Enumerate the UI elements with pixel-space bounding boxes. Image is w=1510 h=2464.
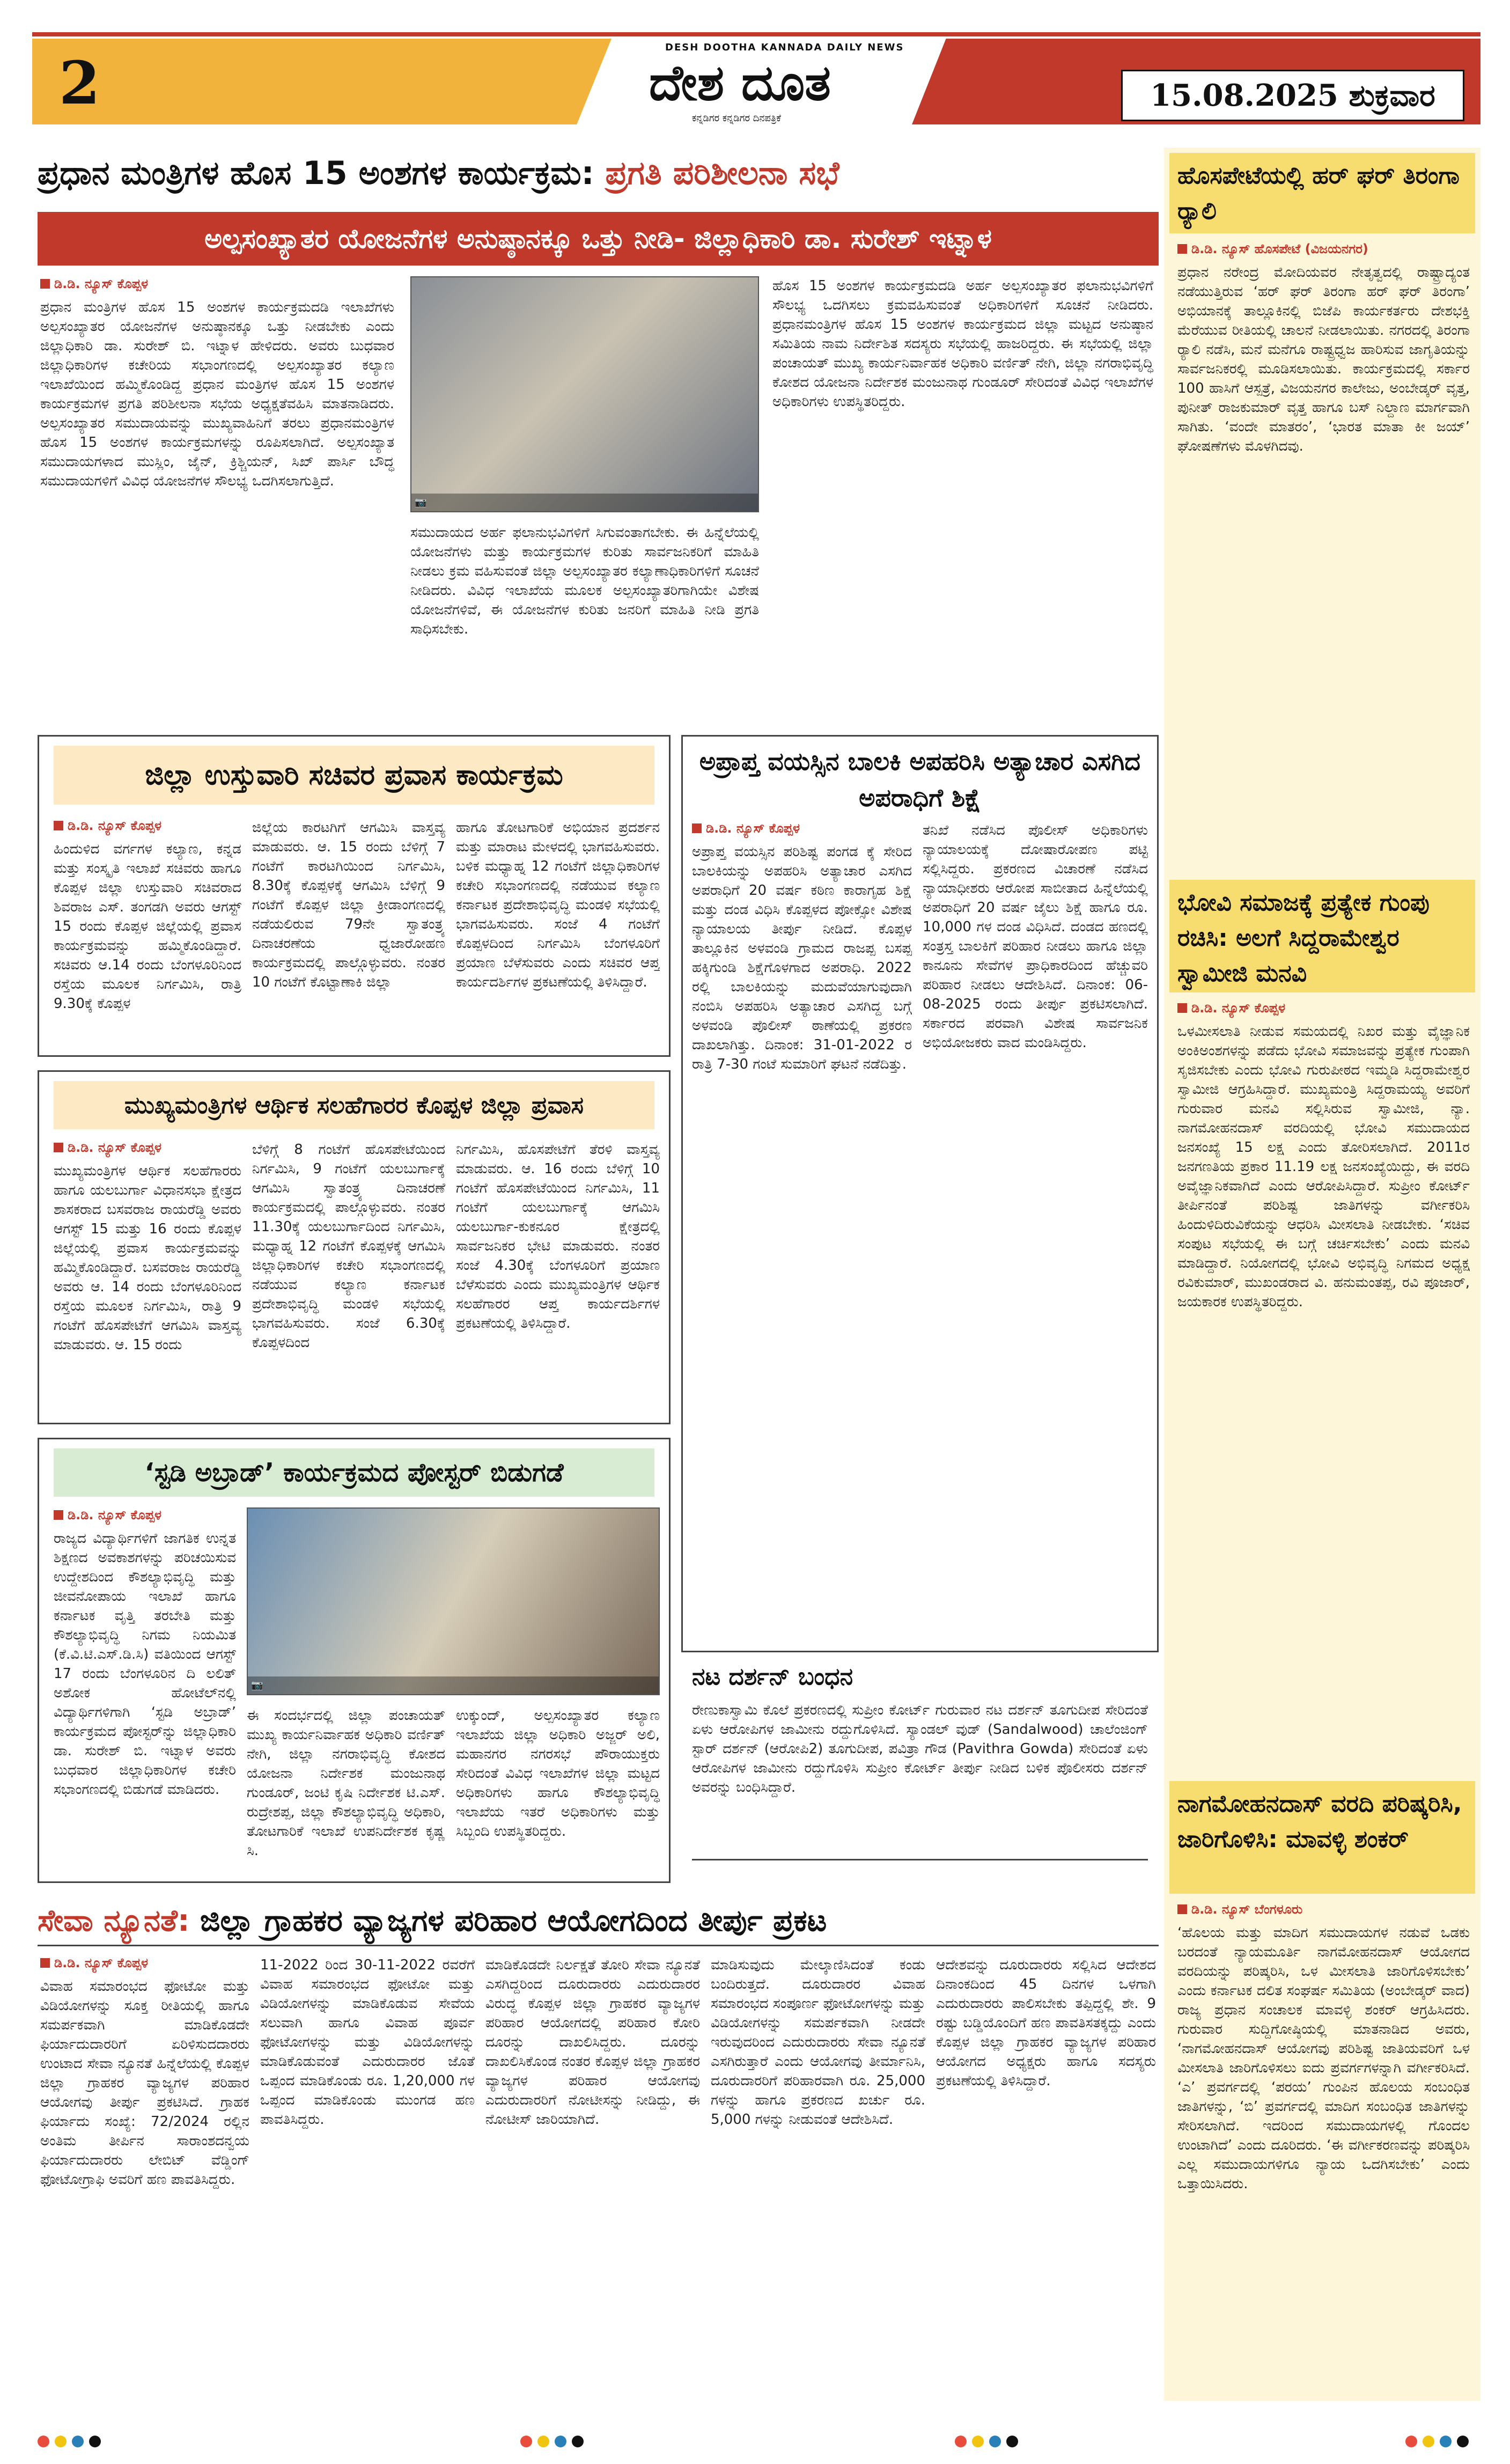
- tiranga-byline-text: ಡಿ.ಡಿ. ನ್ಯೂಸ್ ಹೊಸಪೇಟೆ (ವಿಜಯನಗರ): [1191, 241, 1368, 256]
- footer-dot: [1006, 2436, 1018, 2447]
- footer-dot: [72, 2436, 84, 2447]
- consumer-headline-main: ಜಿಲ್ಲಾ ಗ್ರಾಹಕರ ವ್ಯಾಜ್ಯಗಳ ಪರಿಹಾರ ಆಯೋಗದಿಂದ ತೀರ್ಪು ಪ್ರಕಟ: [200, 1903, 827, 1938]
- minister-visit-col3: ಹಾಗೂ ತೋಟಗಾರಿಕೆ ಅಭಿಯಾನ ಪ್ರದರ್ಶನ ಮತ್ತು ಮಾರಾಟ ಮೇಳದಲ್ಲಿ ಭಾಗವಹಿಸುವರು. ಬಳಿಕ ಮಧ್ಯಾಹ್ನ 12 ಗಂಟೆಗೆ ಜಿಲ್ಲಾಧಿಕಾರಿಗಳ ಕಚೇರಿ ಸಭಾಂಗಣದಲ್ಲಿ ನಡೆಯುವ ಕಲ್ಯಾಣ ಕರ್ನಾಟಕ ಪ್ರದೇಶಾಭಿವೃದ್ಧಿ ಮಂಡಳಿ ಸಭೆಯಲ್ಲಿ ಭಾಗವಹಿಸುವರು. ಸಂಜೆ 4 ಗಂಟೆಗೆ ಕೊಪ್ಪಳದಿಂದ ನಿರ್ಗಮಿಸಿ ಬೆಂಗಳೂರಿಗೆ ಪ್ರಯಾಣ ಬೆಳೆಸುವರು ಎಂದು ಸಚಿವರ ಆಪ್ತ ಕಾರ್ಯದರ್ಶಿಗಳ ಪ್ರಕಟಣೆಯಲ್ಲಿ ತಿಳಿಸಿದ್ದಾರೆ.: [456, 820, 660, 990]
- consumer-byline: [40, 1955, 148, 1970]
- lead-col3: ಹೊಸ 15 ಅಂಶಗಳ ಕಾರ್ಯಕ್ರಮದಡಿ ಅರ್ಹ ಅಲ್ಪಸಂಖ್ಯಾತರ ಫಲಾನುಭವಿಗಳಿಗೆ ಸೌಲಭ್ಯ ಒದಗಿಸಲು ಕ್ರಮವಹಿಸುವಂತೆ ಅಧಿಕಾರಿಗಳಿಗೆ ಸೂಚನೆ ನೀಡಿದರು. ಪ್ರಧಾನಮಂತ್ರಿಗಳ ಹೊಸ 15 ಅಂಶಗಳ ಕಾರ್ಯಕ್ರಮದ ಜಿಲ್ಲಾ ಮಟ್ಟದ ಅನುಷ್ಠಾನ ಸಮಿತಿಯ ನಾಮ ನಿರ್ದೇಶಿತ ಸದಸ್ಯರು ಸಭೆಯಲ್ಲಿ ಹಾಜರಿದ್ದರು. ಈ ಸಭೆಯಲ್ಲಿ ಜಿಲ್ಲಾ ಪಂಚಾಯತ್ ಮುಖ್ಯ ಕಾರ್ಯನಿರ್ವಾಹಕ ಅಧಿಕಾರಿ ವರ್ಣಿತ್ ನೇಗಿ, ಜಿಲ್ಲಾ ನಗರಾಭಿವೃದ್ಧಿ ಕೋಶದ ಯೋಜನಾ ನಿರ್ದೇಶಕ ಮಂಜುನಾಥ ಗುಂಡೂರ್ ಸೇರಿದಂತೆ ವಿವಿಧ ಇಲಾಖೆಗಳ ಅಧಿಕಾರಿಗಳು ಉಪಸ್ಥಿತರಿದ್ದರು.: [772, 278, 1153, 410]
- crime-byline-text: ಡಿ.ಡಿ. ನ್ಯೂಸ್ ಕೊಪ್ಪಳ: [706, 821, 800, 836]
- consumer-headline: [38, 1902, 1159, 1940]
- photo-camera-icon: 📷: [248, 1676, 659, 1694]
- cm-advisor-col2: ಬೆಳಿಗ್ಗೆ 8 ಗಂಟೆಗೆ ಹೊಸಪೇಟೆಯಿಂದ ನಿರ್ಗಮಿಸಿ, 9 ಗಂಟೆಗೆ ಯಲಬುರ್ಗಾಕ್ಕೆ ಆಗಮಿಸಿ ಸ್ವಾತಂತ್ರ್ಯ ದಿನಾಚರಣೆ ಕಾರ್ಯಕ್ರಮದಲ್ಲಿ ಪಾಲ್ಗೊಳ್ಳುವರು. ನಂತರ 11.30ಕ್ಕೆ ಯಲಬುರ್ಗಾದಿಂದ ನಿರ್ಗಮಿಸಿ, ಮಧ್ಯಾಹ್ನ 12 ಗಂಟೆಗೆ ಕೊಪ್ಪಳಕ್ಕೆ ಆಗಮಿಸಿ ಜಿಲ್ಲಾಧಿಕಾರಿಗಳ ಕಚೇರಿ ಸಭಾಂಗಣದಲ್ಲಿ ನಡೆಯುವ ಕಲ್ಯಾಣ ಕರ್ನಾಟಕ ಪ್ರದೇಶಾಭಿವೃದ್ಧಿ ಮಂಡಳಿ ಸಭೆಯಲ್ಲಿ ಭಾಗವಹಿಸುವರು. ಸಂಜೆ 6.30ಕ್ಕೆ ಕೊಪ್ಪಳದಿಂದ: [252, 1142, 445, 1351]
- lead-col2: ಸಮುದಾಯದ ಅರ್ಹ ಫಲಾನುಭವಿಗಳಿಗೆ ಸಿಗುವಂತಾಗಬೇಕು. ಈ ಹಿನ್ನೆಲೆಯಲ್ಲಿ ಯೋಜನೆಗಳು ಮತ್ತು ಕಾರ್ಯಕ್ರಮಗಳ ಕುರಿತು ಸಾರ್ವಜನಿಕರಿಗೆ ಮಾಹಿತಿ ನೀಡಲು ಕ್ರಮ ವಹಿಸುವಂತೆ ಜಿಲ್ಲಾ ಅಲ್ಪಸಂಖ್ಯಾತರ ಕಲ್ಯಾಣಾಧಿಕಾರಿಗಳಿಗೆ ಸೂಚನೆ ನೀಡಿದರು. ವಿವಿಧ ಇಲಾಖೆಯ ಮೂಲಕ ಅಲ್ಪಸಂಖ್ಯಾತರಿಗಾಗಿಯೇ ವಿಶೇಷ ಯೋಜನೆಗಳಿವೆ, ಈ ಯೋಜನೆಗಳ ಕುರಿತು ಜನರಿಗೆ ಮಾಹಿತಿ ನೀಡಿ ಪ್ರಗತಿ ಸಾಧಿಸಬೇಕು.: [410, 525, 759, 637]
- lead-byline: [40, 276, 148, 291]
- study-abroad-byline: [54, 1507, 161, 1522]
- consumer-col2: 11-2022 ರಿಂದ 30-11-2022 ರವರೆಗೆ ವಿವಾಹ ಸಮಾರಂಭದ ಫೋಟೋ ಮತ್ತು ವಿಡಿಯೋಗಳನ್ನು ಮಾಡಿಕೊಡುವ ಸೇವೆಯ ಸಲುವಾಗಿ ಹಾಗೂ ವಿವಾಹ ಪೂರ್ವ ಫೋಟೋಗಳನ್ನು ಮತ್ತು ವಿಡಿಯೋಗಳನ್ನು ಮಾಡಿಕೊಡುವಂತೆ ಎದುರುದಾರರ ಜೊತೆ ಒಪ್ಪಂದ ಮಾಡಿಕೊಂಡು ರೂ. 1,20,000 ಗಳ ಒಪ್ಪಂದ ಮಾಡಿಕೊಂಡು ಮುಂಗಡ ಹಣ ಪಾವತಿಸಿದ್ದರು.: [260, 1957, 475, 2128]
- lead-headline-main: ಪ್ರಧಾನ ಮಂತ್ರಿಗಳ ಹೊಸ 15 ಅಂಶಗಳ ಕಾರ್ಯಕ್ರಮ:: [38, 155, 594, 192]
- lead-byline-text: ಡಿ.ಡಿ. ನ್ಯೂಸ್ ಕೊಪ್ಪಳ: [54, 276, 149, 291]
- minister-visit-byline: [54, 818, 161, 833]
- photo-camera-icon: 📷: [411, 494, 758, 511]
- minister-visit-headline: ಜಿಲ್ಲಾ ಉಸ್ತುವಾರಿ ಸಚಿವರ ಪ್ರವಾಸ ಕಾರ್ಯಕ್ರಮ: [54, 746, 654, 805]
- lead-meeting-photo: [410, 276, 759, 512]
- consumer-headline-accent: ಸೇವಾ ನ್ಯೂನತೆ:: [38, 1903, 190, 1938]
- footer-dots-right: [1405, 2436, 1469, 2447]
- bhovi-headline: ಭೋವಿ ಸಮಾಜಕ್ಕೆ ಪ್ರತ್ಯೇಕ ಗುಂಪು ರಚಿಸಿ: ಅಲಗೆ ಸಿದ್ದರಾಮೇಶ್ವರ ಸ್ವಾಮೀಜಿ ಮನವಿ: [1177, 889, 1430, 987]
- byline-square-icon: [1177, 244, 1187, 254]
- issue-date: 15.08.2025 ಶುಕ್ರವಾರ: [1121, 70, 1464, 121]
- byline-square-icon: [54, 1510, 63, 1520]
- byline-square-icon: [692, 823, 702, 833]
- footer-dot: [572, 2436, 584, 2447]
- footer-dots-center-left: [520, 2436, 584, 2447]
- cm-advisor-col3: ನಿರ್ಗಮಿಸಿ, ಹೊಸಪೇಟೆಗೆ ತೆರಳಿ ವಾಸ್ತವ್ಯ ಮಾಡುವರು. ಆ. 16 ರಂದು ಬೆಳಿಗ್ಗೆ 10 ಗಂಟೆಗೆ ಹೊಸಪೇಟೆಯಿಂದ ನಿರ್ಗಮಿಸಿ, 11 ಗಂಟೆಗೆ ಯಲಬುರ್ಗಾಕ್ಕೆ ಆಗಮಿಸಿ ಯಲಬುರ್ಗಾ-ಕುಕನೂರ ಕ್ಷೇತ್ರದಲ್ಲಿ ಸಾರ್ವಜನಿಕರ ಭೇಟಿ ಮಾಡುವರು. ನಂತರ ಸಂಜೆ 4.30ಕ್ಕೆ ಬೆಂಗಳೂರಿಗೆ ಪ್ರಯಾಣ ಬೆಳೆಸುವರು ಎಂದು ಮುಖ್ಯಮಂತ್ರಿಗಳ ಆರ್ಥಿಕ ಸಲಹೆಗಾರರ ಆಪ್ತ ಕಾರ್ಯದರ್ಶಿಗಳ ಪ್ರಕಟಣೆಯಲ್ಲಿ ತಿಳಿಸಿದ್ದಾರೆ.: [456, 1142, 660, 1332]
- crime-byline: [692, 821, 800, 836]
- study-abroad-col1: ರಾಜ್ಯದ ವಿದ್ಯಾರ್ಥಿಗಳಿಗೆ ಜಾಗತಿಕ ಉನ್ನತ ಶಿಕ್ಷಣದ ಅವಕಾಶಗಳನ್ನು ಪರಿಚಯಿಸುವ ಉದ್ದೇಶದಿಂದ ಕೌಶಲ್ಯಾಭಿವೃದ್ಧಿ ಮತ್ತು ಜೀವನೋಪಾಯ ಇಲಾಖೆ ಹಾಗೂ ಕರ್ನಾಟಕ ವೃತ್ತಿ ತರಬೇತಿ ಮತ್ತು ಕೌಶಲ್ಯಾಭಿವೃದ್ಧಿ ನಿಗಮ ನಿಯಮಿತ (ಕೆ.ವಿ.ಟಿ.ಎಸ್.ಡಿ.ಸಿ) ವತಿಯಿಂದ ಆಗಸ್ಟ್ 17 ರಂದು ಬೆಂಗಳೂರಿನ ದಿ ಲಲಿತ್ ಅಶೋಕ ಹೋಟೆಲ್‌ನಲ್ಲಿ ವಿದ್ಯಾರ್ಥಿಗಳಿಗಾಗಿ ‘ಸ್ಟಡಿ ಅಬ್ರಾಡ್’ ಕಾರ್ಯಕ್ರಮದ ಪೋಸ್ಟರ್‌ನ್ನು ಜಿಲ್ಲಾಧಿಕಾರಿ ಡಾ. ಸುರೇಶ್ ಬಿ. ಇಟ್ನಾಳ ಅವರು ಬುಧವಾರ ಜಿಲ್ಲಾಧಿಕಾರಿಗಳ ಕಚೇರಿ ಸಭಾಂಗಣದಲ್ಲಿ ಬಿಡುಗಡೆ ಮಾಡಿದರು.: [54, 1531, 236, 1798]
- byline-square-icon: [1177, 1904, 1187, 1914]
- paper-tagline: DESH DOOTHA KANNADA DAILY NEWS: [665, 42, 904, 53]
- cm-advisor-byline-text: ಡಿ.ಡಿ. ನ್ಯೂಸ್ ಕೊಪ್ಪಳ: [68, 1140, 162, 1155]
- study-abroad-headline: ‘ಸ್ಟಡಿ ಅಬ್ರಾಡ್’ ಕಾರ್ಯಕ್ರಮದ ಪೋಸ್ಟರ್ ಬಿಡುಗಡೆ: [54, 1448, 654, 1497]
- consumer-col4: ಮಾಡಿಸುವುದು ಮೇಲ್ಕಾಣಿಸಿದಂತೆ ಕಂಡು ಬಂದಿರುತ್ತದೆ. ದೂರುದಾರರ ವಿವಾಹ ಸಮಾರಂಭದ ಸಂಪೂರ್ಣ ಫೋಟೋಗಳನ್ನು ಮತ್ತು ವಿಡಿಯೋಗಳನ್ನು ಸಮರ್ಪಕವಾಗಿ ನೀಡದೇ ಇರುವುದರಿಂದ ಎದುರುದಾರರು ಸೇವಾ ನ್ಯೂನತೆ ಎಸಗಿರುತ್ತಾರೆ ಎಂದು ಆಯೋಗವು ತೀರ್ಮಾನಿಸಿ, ದೂರುದಾರರಿಗೆ ಪರಿಹಾರವಾಗಿ ರೂ. 25,000 ಗಳನ್ನು ಹಾಗೂ ಪ್ರಕರಣದ ಖರ್ಚು ರೂ. 5,000 ಗಳನ್ನು ನೀಡುವಂತೆ ಆದೇಶಿಸಿದೆ.: [711, 1957, 925, 2128]
- bhovi-byline: [1177, 1001, 1285, 1016]
- actor-arrest-body: ರೇಣುಕಾಸ್ವಾಮಿ ಕೊಲೆ ಪ್ರಕರಣದಲ್ಲಿ ಸುಪ್ರೀಂ ಕೋರ್ಟ್ ಗುರುವಾರ ನಟ ದರ್ಶನ್ ತೂಗುದೀಪ ಸೇರಿದಂತೆ ಏಳು ಆರೋಪಿಗಳ ಜಾಮೀನು ರದ್ದುಗೊಳಿಸಿದೆ. ಸ್ಯಾಂಡಲ್ ವುಡ್ (Sandalwood) ಚಾಲೆಂಜಿಂಗ್ ಸ್ಟಾರ್ ದರ್ಶನ್ (ಆರೋಪಿ2) ತೂಗುದೀಪ, ಪವಿತ್ರಾ ಗೌಡ (Pavithra Gowda) ಸೇರಿದಂತೆ ಏಳು ಆರೋಪಿಗಳ ಜಾಮೀನು ರದ್ದುಗೊಳಿಸಿ ಸುಪ್ರೀಂ ಕೋರ್ಟ್ ತೀರ್ಪು ನೀಡಿದ ಬಳಿಕ ಪೊಲೀಸರು ದರ್ಶನ್ ಅವರನ್ನು ಬಂಧಿಸಿದ್ದಾರೆ.: [692, 1702, 1148, 1796]
- consumer-byline-text: ಡಿ.ಡಿ. ನ್ಯೂಸ್ ಕೊಪ್ಪಳ: [54, 1955, 149, 1970]
- tiranga-headline: ಹೊಸಪೇಟೆಯಲ್ಲಿ ಹರ್ ಘರ್ ತಿರಂಗಾ ರ್‍ಯಾಲಿ: [1177, 162, 1460, 225]
- footer-dot: [1405, 2436, 1417, 2447]
- study-abroad-col2: ಈ ಸಂದರ್ಭದಲ್ಲಿ ಜಿಲ್ಲಾ ಪಂಚಾಯತ್ ಮುಖ್ಯ ಕಾರ್ಯನಿರ್ವಾಹಕ ಅಧಿಕಾರಿ ವರ್ಣಿತ್ ನೇಗಿ, ಜಿಲ್ಲಾ ನಗರಾಭಿವೃದ್ಧಿ ಕೋಶದ ಯೋಜನಾ ನಿರ್ದೇಶಕ ಮಂಜುನಾಥ ಗುಂಡೂರ್, ಜಂಟಿ ಕೃಷಿ ನಿರ್ದೇಶಕ ಟಿ.ಎಸ್. ರುದ್ರೇಶಪ್ಪ, ಜಿಲ್ಲಾ ಕೌಶಲ್ಯಾಭಿವೃದ್ಧಿ ಅಧಿಕಾರಿ, ತೋಟಗಾರಿಕೆ ಇಲಾಖೆ ಉಪನಿರ್ದೇಶಕ ಕೃಷ್ಣ ಸಿ.: [247, 1708, 445, 1859]
- cm-advisor-byline: [54, 1140, 161, 1155]
- page-number: 2: [59, 48, 100, 117]
- footer-dot: [972, 2436, 984, 2447]
- lead-headline-accent: ಪ್ರಗತಿ ಪರಿಶೀಲನಾ ಸಭೆ: [605, 155, 839, 192]
- bhovi-body: ಒಳಮೀಸಲಾತಿ ನೀಡುವ ಸಮಯದಲ್ಲಿ ನಿಖರ ಮತ್ತು ವೈಜ್ಞಾನಿಕ ಅಂಕಿಅಂಶಗಳನ್ನು ಪಡೆದು ಭೋವಿ ಸಮಾಜವನ್ನು ಪ್ರತ್ಯೇಕ ಗುಂಪಾಗಿ ಸೃಜಿಸಬೇಕು ಎಂದು ಭೋವಿ ಗುರುಪೀಠದ ಇಮ್ಮಡಿ ಸಿದ್ದರಾಮೇಶ್ವರ ಸ್ವಾಮೀಜಿ ಆಗ್ರಹಿಸಿದ್ದಾರೆ. ಮುಖ್ಯಮಂತ್ರಿ ಸಿದ್ದರಾಮಯ್ಯ ಅವರಿಗೆ ಗುರುವಾರ ಮನವಿ ಸಲ್ಲಿಸಿರುವ ಸ್ವಾಮೀಜಿ, ನ್ಯಾ. ನಾಗಮೋಹನದಾಸ್ ವರದಿಯಲ್ಲಿ ಭೋವಿ ಸಮುದಾಯದ ಜನಸಂಖ್ಯೆ 15 ಲಕ್ಷ ಎಂದು ತೋರಿಸಲಾಗಿದೆ. 2011ರ ಜನಗಣತಿಯ ಪ್ರಕಾರ 11.19 ಲಕ್ಷ ಜನಸಂಖ್ಯೆಯಿದ್ದು, ಈ ವರದಿ ಅವೈಜ್ಞಾನಿಕವಾಗಿದೆ ಎಂದು ಆರೋಪಿಸಿದ್ದಾರೆ. ಸುಪ್ರೀಂ ಕೋರ್ಟ್ ತೀರ್ಪಿನಂತೆ ಪರಿಶಿಷ್ಟ ಜಾತಿಗಳನ್ನು ವರ್ಗೀಕರಿಸಿ ಹಿಂದುಳಿದಿರುವಿಕೆಯನ್ನು ಆಧರಿಸಿ ಮೀಸಲಾತಿ ನೀಡಬೇಕು. ‘ಸಚಿವ ಸಂಪುಟ ಸಭೆಯಲ್ಲಿ ಈ ಬಗ್ಗೆ ಚರ್ಚಿಸಬೇಕು’ ಎಂದು ಮನವಿ ಮಾಡಿದ್ದಾರೆ. ನಿಯೋಗದಲ್ಲಿ ಭೋವಿ ಅಭಿವೃದ್ಧಿ ನಿಗಮದ ಅಧ್ಯಕ್ಷ ರವಿಕುಮಾರ್, ಮುಖಂಡರಾದ ವಿ. ಹನುಮಂತಪ್ಪ, ರವಿ ಪೂಜಾರ್, ಜಯಕಾರಕ ಉಪಸ್ಥಿತರಿದ್ದರು.: [1177, 1024, 1470, 1310]
- page-number-band: [32, 39, 612, 124]
- footer-dot: [555, 2436, 566, 2447]
- crime-headline: ಅಪ್ರಾಪ್ತ ವಯಸ್ಸಿನ ಬಾಲಕಿ ಅಪಹರಿಸಿ ಅತ್ಯಾಚಾರ ಎಸಗಿದ ಅಪರಾಧಿಗೆ ಶಿಕ್ಷೆ: [699, 747, 1141, 812]
- nagamohan-body: ‘ಹೊಲಯ ಮತ್ತು ಮಾದಿಗ ಸಮುದಾಯಗಳ ನಡುವೆ ಒಡಕು ಬರದಂತೆ ನ್ಯಾಯಮೂರ್ತಿ ನಾಗಮೋಹನದಾಸ್ ಆಯೋಗದ ವರದಿಯನ್ನು ಪರಿಷ್ಕರಿಸಿ, ಒಳ ಮೀಸಲಾತಿ ಜಾರಿಗೊಳಿಸಬೇಕು’ ಎಂದು ಕರ್ನಾಟಕ ದಲಿತ ಸಂಘರ್ಷ ಸಮಿತಿಯ (ಅಂಬೇಡ್ಕರ್ ವಾದ) ರಾಜ್ಯ ಪ್ರಧಾನ ಸಂಚಾಲಕ ಮಾವಳ್ಳಿ ಶಂಕರ್ ಆಗ್ರಹಿಸಿದರು. ಗುರುವಾರ ಸುದ್ದಿಗೋಷ್ಠಿಯಲ್ಲಿ ಮಾತನಾಡಿದ ಅವರು, ‘ನಾಗಮೋಹನದಾಸ್ ಆಯೋಗವು ಪರಿಶಿಷ್ಟ ಜಾತಿಯವರಿಗೆ ಒಳ ಮೀಸಲಾತಿ ಜಾರಿಗೊಳಿಸಲು ಐದು ಪ್ರವರ್ಗಗಳನ್ನಾಗಿ ವರ್ಗೀಕರಿಸಿದೆ. ‘ಎ’ ಪ್ರವರ್ಗದಲ್ಲಿ ‘ಪರಯ’ ಗುಂಪಿನ ಹೊಲಯ ಸಂಬಂಧಿತ ಜಾತಿಗಳನ್ನು, ‘ಬಿ’ ಪ್ರವರ್ಗದಲ್ಲಿ ಮಾದಿಗ ಸಂಬಂಧಿತ ಜಾತಿಗಳನ್ನು ಸೇರಿಸಲಾಗಿದೆ. ಇದರಿಂದ ಸಮುದಾಯಗಳಲ್ಲಿ ಗೊಂದಲ ಉಂಟಾಗಿದೆ’ ಎಂದು ದೂರಿದರು. ‘ಈ ವರ್ಗೀಕರಣವನ್ನು ಪರಿಷ್ಕರಿಸಿ ಎಲ್ಲ ಸಮುದಾಯಗಳಿಗೂ ನ್ಯಾಯ ಒದಗಿಸಬೇಕು’ ಎಂದು ಒತ್ತಾಯಿಸಿದರು.: [1177, 1925, 1470, 2192]
- footer-dot: [38, 2436, 49, 2447]
- consumer-col5: ಆದೇಶವನ್ನು ದೂರುದಾರರು ಸಲ್ಲಿಸಿದ ಆದೇಶದ ದಿನಾಂಕದಿಂದ 45 ದಿನಗಳ ಒಳಗಾಗಿ ಎದುರುದಾರರು ಪಾಲಿಸಬೇಕು ತಪ್ಪಿದ್ದಲ್ಲಿ ಶೇ. 9 ರಷ್ಟು ಬಡ್ಡಿಯೊಂದಿಗೆ ಹಣ ಪಾವತಿಸತಕ್ಕದ್ದು ಎಂದು ಕೊಪ್ಪಳ ಜಿಲ್ಲಾ ಗ್ರಾಹಕರ ವ್ಯಾಜ್ಯಗಳ ಪರಿಹಾರ ಆಯೋಗದ ಅಧ್ಯಕ್ಷರು ಹಾಗೂ ಸದಸ್ಯರು ಪ್ರಕಟಣೆಯಲ್ಲಿ ತಿಳಿಸಿದ್ದಾರೆ.: [936, 1957, 1156, 2089]
- tiranga-body: ಪ್ರಧಾನ ನರೇಂದ್ರ ಮೋದಿಯವರ ನೇತೃತ್ವದಲ್ಲಿ ರಾಷ್ಟ್ರಾದ್ಯಂತ ನಡೆಯುತ್ತಿರುವ ‘ಹರ್ ಘರ್ ತಿರಂಗಾ ಹರ್ ಘರ್ ತಿರಂಗಾ’ ಅಭಿಯಾನಕ್ಕೆ ತಾಲ್ಲೂಕಿನಲ್ಲಿ ಬಿಜೆಪಿ ಕಾರ್ಯಕರ್ತರು ದೇಶಭಕ್ತಿ ಮೆರೆಯುವ ರೀತಿಯಲ್ಲಿ ಚಾಲನೆ ನೀಡಲಾಯಿತು. ನಗರದಲ್ಲಿ ತಿರಂಗಾ ರ್‍ಯಾಲಿ ನಡೆಸಿ, ಮನೆ ಮನೆಗೂ ರಾಷ್ಟ್ರಧ್ವಜ ಹಾರಿಸುವ ಜಾಗೃತಿಯನ್ನು ಸಾರ್ವಜನಿಕರಲ್ಲಿ ಮೂಡಿಸಲಾಯಿತು. ಕಾರ್ಯಕ್ರಮದಲ್ಲಿ ಸರ್ಕಾರ 100 ಹಾಸಿಗೆ ಆಸ್ಪತ್ರೆ, ವಿಜಯನಗರ ಕಾಲೇಜು, ಅಂಬೇಡ್ಕರ್ ವೃತ್ತ, ಪುನೀತ್ ರಾಜಕುಮಾರ್ ವೃತ್ತ ಹಾಗೂ ಬಸ್ ನಿಲ್ದಾಣ ಮಾರ್ಗವಾಗಿ ಸಾಗಿತು. ‘ವಂದೇ ಮಾತರಂ’, ‘ಭಾರತ ಮಾತಾ ಕೀ ಜಯ್’ ಘೋಷಣೆಗಳು ಮೊಳಗಿದವು.: [1177, 264, 1470, 454]
- footer-dot: [989, 2436, 1001, 2447]
- study-abroad-byline-text: ಡಿ.ಡಿ. ನ್ಯೂಸ್ ಕೊಪ್ಪಳ: [68, 1507, 162, 1522]
- minister-visit-col2: ಜಿಲ್ಲೆಯ ಕಾರಟಗಿಗೆ ಆಗಮಿಸಿ ವಾಸ್ತವ್ಯ ಮಾಡುವರು. ಆ. 15 ರಂದು ಬೆಳಿಗ್ಗೆ 7 ಗಂಟೆಗೆ ಕಾರಟಗಿಯಿಂದ ನಿರ್ಗಮಿಸಿ, 8.30ಕ್ಕೆ ಕೊಪ್ಪಳಕ್ಕೆ ಆಗಮಿಸಿ ಬೆಳಿಗ್ಗೆ 9 ಗಂಟೆಗೆ ಕೊಪ್ಪಳ ಜಿಲ್ಲಾ ಕ್ರೀಡಾಂಗಣದಲ್ಲಿ ನಡೆಯಲಿರುವ 79ನೇ ಸ್ವಾತಂತ್ರ್ಯ ದಿನಾಚರಣೆಯ ಧ್ವಜಾರೋಹಣ ಕಾರ್ಯಕ್ರಮದಲ್ಲಿ ಪಾಲ್ಗೊಳ್ಳುವರು. ನಂತರ 10 ಗಂಟೆಗೆ ಕೊಟ್ಟಾಣಾಕಿ ಜಿಲ್ಲಾ: [252, 820, 445, 990]
- cm-advisor-col1: ಮುಖ್ಯಮಂತ್ರಿಗಳ ಆರ್ಥಿಕ ಸಲಹೆಗಾರರು ಹಾಗೂ ಯಲಬುರ್ಗಾ ವಿಧಾನಸಭಾ ಕ್ಷೇತ್ರದ ಶಾಸಕರಾದ ಬಸವರಾಜ ರಾಯರೆಡ್ಡಿ ಅವರು ಆಗಸ್ಟ್ 15 ಮತ್ತು 16 ರಂದು ಕೊಪ್ಪಳ ಜಿಲ್ಲೆಯಲ್ಲಿ ಪ್ರವಾಸ ಕಾರ್ಯಕ್ರಮವನ್ನು ಹಮ್ಮಿಕೊಂಡಿದ್ದಾರೆ. ಬಸವರಾಜ ರಾಯರೆಡ್ಡಿ ಅವರು ಆ. 14 ರಂದು ಬೆಂಗಳೂರಿನಿಂದ ರಸ್ತೆಯ ಮೂಲಕ ನಿರ್ಗಮಿಸಿ, ರಾತ್ರಿ 9 ಗಂಟೆಗೆ ಹೊಸಪೇಟೆಗೆ ಆಗಮಿಸಿ ವಾಸ್ತವ್ಯ ಮಾಡುವರು. ಆ. 15 ರಂದು: [54, 1163, 241, 1353]
- lead-subhead: ಅಲ್ಪಸಂಖ್ಯಾತರ ಯೋಜನೆಗಳ ಅನುಷ್ಠಾನಕ್ಕೂ ಒತ್ತು ನೀಡಿ- ಜಿಲ್ಲಾಧಿಕಾರಿ ಡಾ. ಸುರೇಶ್ ಇಟ್ನಾಳ: [204, 223, 992, 254]
- footer-dots-left: [38, 2436, 101, 2447]
- tiranga-byline: [1177, 241, 1368, 256]
- bhovi-byline-text: ಡಿ.ಡಿ. ನ್ಯೂಸ್ ಕೊಪ್ಪಳ: [1191, 1001, 1286, 1016]
- byline-square-icon: [54, 821, 63, 830]
- footer-dot: [55, 2436, 67, 2447]
- footer-dot: [520, 2436, 532, 2447]
- footer-dot: [1457, 2436, 1469, 2447]
- masthead: [32, 32, 1480, 129]
- byline-square-icon: [1177, 1003, 1187, 1013]
- cm-advisor-headline: ಮುಖ್ಯಮಂತ್ರಿಗಳ ಆರ್ಥಿಕ ಸಲಹೆಗಾರರ ಕೊಪ್ಪಳ ಜಿಲ್ಲಾ ಪ್ರವಾಸ: [54, 1081, 654, 1129]
- crime-col1: ಅಪ್ರಾಪ್ತ ವಯಸ್ಸಿನ ಪರಿಶಿಷ್ಟ ಪಂಗಡ ಕ್ಕೆ ಸೇರಿದ ಬಾಲಕಿಯನ್ನು ಅಪಹರಿಸಿ ಅತ್ಯಾಚಾರ ಎಸಗಿದ ಅಪರಾಧಿಗೆ 20 ವರ್ಷ ಕಠಿಣ ಕಾರಾಗೃಹ ಶಿಕ್ಷೆ ಮತ್ತು ದಂಡ ವಿಧಿಸಿ ಕೊಪ್ಪಳದ ಪೋಕ್ಸೋ ವಿಶೇಷ ನ್ಯಾಯಾಲಯ ತೀರ್ಪು ನೀಡಿದೆ. ಕೊಪ್ಪಳ ತಾಲ್ಲೂಕಿನ ಅಳವಂಡಿ ಗ್ರಾಮದ ರಾಜಪ್ಪ ಬಸಪ್ಪ ಹಕ್ಕಿಗುಂಡಿ ಶಿಕ್ಷೆಗೊಳಗಾದ ಅಪರಾಧಿ. 2022 ರಲ್ಲಿ ಬಾಲಕಿಯನ್ನು ಮದುವೆಯಾಗುವುದಾಗಿ ನಂಬಿಸಿ ಅಪಹರಿಸಿ ಅತ್ಯಾಚಾರ ಎಸಗಿದ್ದ ಬಗ್ಗೆ ಅಳವಂಡಿ ಪೊಲೀಸ್ ಠಾಣೆಯಲ್ಲಿ ಪ್ರಕರಣ ದಾಖಲಾಗಿತ್ತು. ದಿನಾಂಕ: 31-01-2022 ರ ರಾತ್ರಿ 7-30 ಗಂಟೆ ಸುಮಾರಿಗೆ ಘಟನೆ ನಡೆದಿತ್ತು.: [692, 844, 912, 1072]
- nagamohan-headline: ನಾಗಮೋಹನದಾಸ್ ವರದಿ ಪರಿಷ್ಕರಿಸಿ, ಜಾರಿಗೊಳಿಸಿ: ಮಾವಳ್ಳಿ ಶಂಕರ್: [1177, 1790, 1462, 1853]
- lead-col1: ಪ್ರಧಾನ ಮಂತ್ರಿಗಳ ಹೊಸ 15 ಅಂಶಗಳ ಕಾರ್ಯಕ್ರಮದಡಿ ಇಲಾಖೆಗಳು ಅಲ್ಪಸಂಖ್ಯಾತರ ಯೋಜನೆಗಳ ಅನುಷ್ಠಾನಕ್ಕೂ ಒತ್ತು ನೀಡಬೇಕು ಎಂದು ಜಿಲ್ಲಾಧಿಕಾರಿ ಡಾ. ಸುರೇಶ್ ಬಿ. ಇಟ್ನಾಳ ಹೇಳಿದರು. ಅವರು ಬುಧವಾರ ಜಿಲ್ಲಾಧಿಕಾರಿಗಳ ಕಚೇರಿಯ ಸಭಾಂಗಣದಲ್ಲಿ ಅಲ್ಪಸಂಖ್ಯಾತರ ಕಲ್ಯಾಣ ಇಲಾಖೆಯಿಂದ ಹಮ್ಮಿಕೊಂಡಿದ್ದ ಪ್ರಧಾನ ಮಂತ್ರಿಗಳ ಹೊಸ 15 ಅಂಶಗಳ ಕಾರ್ಯಕ್ರಮಗಳ ಪ್ರಗತಿ ಪರಿಶೀಲನಾ ಸಭೆಯ ಅಧ್ಯಕ್ಷತೆವಹಿಸಿ ಮಾತನಾಡಿದರು. ಅಲ್ಪಸಂಖ್ಯಾತರ ಸಮುದಾಯವನ್ನು ಮುಖ್ಯವಾಹಿನಿಗೆ ತರಲು ಪ್ರಧಾನಮಂತ್ರಿಗಳ ಹೊಸ 15 ಅಂಶಗಳ ಕಾರ್ಯಕ್ರಮಗಳನ್ನು ರೂಪಿಸಲಾಗಿದೆ. ಅಲ್ಪಸಂಖ್ಯಾತ ಸಮುದಾಯಗಳಾದ ಮುಸ್ಲಿಂ, ಜೈನ್, ಕ್ರಿಶ್ಚಿಯನ್, ಸಿಖ್ ಪಾರ್ಸಿ ಬೌದ್ಧ ಸಮುದಾಯಗಳಿಗೆ ವಿವಿಧ ಯೋಜನೆಗಳ ಸೌಲಭ್ಯ ಒದಗಿಸಲಾಗುತ್ತಿದೆ.: [40, 299, 394, 489]
- footer-dot: [537, 2436, 549, 2447]
- paper-slogan: ಕನ್ನಡಿಗರ ಕನ್ನಡಿಗರ ದಿನಪತ್ರಿಕೆ: [692, 113, 782, 124]
- lead-headline: [38, 153, 1159, 194]
- consumer-col1: ವಿವಾಹ ಸಮಾರಂಭದ ಫೋಟೋ ಮತ್ತು ವಿಡಿಯೋಗಳನ್ನು ಸೂಕ್ತ ರೀತಿಯಲ್ಲಿ ಹಾಗೂ ಸಮರ್ಪಕವಾಗಿ ಮಾಡಿಕೊಡದೇ ಫಿರ್ಯಾದುದಾರರಿಗೆ ಏರಿಳಿಸುದದಾರರು ಉಂಟಾದ ಸೇವಾ ನ್ಯೂನತೆ ಹಿನ್ನೆಲೆಯಲ್ಲಿ ಕೊಪ್ಪಳ ಜಿಲ್ಲಾ ಗ್ರಾಹಕರ ವ್ಯಾಜ್ಯಗಳ ಪರಿಹಾರ ಆಯೋಗವು ತೀರ್ಪು ಪ್ರಕಟಿಸಿದೆ. ಗ್ರಾಹಕ ಫಿರ್ಯಾದು ಸಂಖ್ಯೆ: 72/2024 ರಲ್ಲಿನ ಅಂತಿಮ ತೀರ್ಪಿನ ಸಾರಾಂಶದನ್ವಯ ಫಿರ್ಯಾದುದಾರರು ಲೇಬಿಟ್ ವೆಡ್ಡಿಂಗ್ ಫೋಟೋಗ್ರಾಫಿ ಅವರಿಗೆ ಹಣ ಪಾವತಿಸಿದ್ದರು.: [40, 1978, 249, 2188]
- footer-dots-center-right: [955, 2436, 1018, 2447]
- byline-square-icon: [54, 1143, 63, 1152]
- nagamohan-byline: [1177, 1902, 1302, 1917]
- study-abroad-poster-photo: [247, 1507, 660, 1695]
- byline-square-icon: [40, 279, 50, 289]
- consumer-col3: ಮಾಡಿಕೊಡದೇ ನಿರ್ಲಕ್ಷತೆ ತೋರಿ ಸೇವಾ ನ್ಯೂನತೆ ಎಸಗಿದ್ದರಿಂದ ದೂರುದಾರರು ಎದುರುದಾರರ ವಿರುದ್ಧ ಕೊಪ್ಪಳ ಜಿಲ್ಲಾ ಗ್ರಾಹಕರ ವ್ಯಾಜ್ಯಗಳ ಪರಿಹಾರ ಆಯೋಗದಲ್ಲಿ ಪರಿಹಾರ ಕೋರಿ ದೂರನ್ನು ದಾಖಲಿಸಿದ್ದರು. ದೂರನ್ನು ದಾಖಲಿಸಿಕೊಂಡ ನಂತರ ಕೊಪ್ಪಳ ಜಿಲ್ಲಾ ಗ್ರಾಹಕರ ವ್ಯಾಜ್ಯಗಳ ಪರಿಹಾರ ಆಯೋಗವು ಎದುರುದಾರರಿಗೆ ನೋಟೀಸನ್ನು ನೀಡಿದ್ದು, ಈ ನೋಟೀಸ್ ಜಾರಿಯಾಗಿದೆ.: [485, 1957, 700, 2128]
- footer-dot: [955, 2436, 967, 2447]
- divider: [692, 1859, 1148, 1860]
- paper-logo: ದೇಶ ದೂತ: [649, 54, 831, 112]
- footer-dot: [89, 2436, 101, 2447]
- nagamohan-byline-text: ಡಿ.ಡಿ. ನ್ಯೂಸ್ ಬೆಂಗಳೂರು: [1191, 1902, 1303, 1917]
- minister-visit-byline-text: ಡಿ.ಡಿ. ನ್ಯೂಸ್ ಕೊಪ್ಪಳ: [68, 818, 162, 833]
- crime-col2: ತನಿಖೆ ನಡೆಸಿದ ಪೊಲೀಸ್ ಅಧಿಕಾರಿಗಳು ನ್ಯಾಯಾಲಯಕ್ಕೆ ದೋಷಾರೋಪಣ ಪಟ್ಟಿ ಸಲ್ಲಿಸಿದ್ದರು. ಪ್ರಕರಣದ ವಿಚಾರಣೆ ನಡೆಸಿದ ನ್ಯಾಯಾಧೀಶರು ಆರೋಪ ಸಾಬೀತಾದ ಹಿನ್ನೆಲೆಯಲ್ಲಿ ಅಪರಾಧಿಗೆ 20 ವರ್ಷ ಜೈಲು ಶಿಕ್ಷೆ ಹಾಗೂ ರೂ. 10,000 ಗಳ ದಂಡ ವಿಧಿಸಿದೆ. ದಂಡದ ಹಣದಲ್ಲಿ ಸಂತ್ರಸ್ತ ಬಾಲಕಿಗೆ ಪರಿಹಾರ ನೀಡಲು ಹಾಗೂ ಜಿಲ್ಲಾ ಕಾನೂನು ಸೇವೆಗಳ ಪ್ರಾಧಿಕಾರದಿಂದ ಹೆಚ್ಚುವರಿ ಪರಿಹಾರ ನೀಡಲು ಆದೇಶಿಸಿದೆ. ದಿನಾಂಕ: 06-08-2025 ರಂದು ತೀರ್ಪು ಪ್ರಕಟಿಸಲಾಗಿದೆ. ಸರ್ಕಾರದ ಪರವಾಗಿ ವಿಶೇಷ ಸಾರ್ವಜನಿಕ ಅಭಿಯೋಜಕರು ವಾದ ಮಂಡಿಸಿದ್ದರು.: [923, 822, 1148, 1051]
- actor-arrest-headline: ನಟ ದರ್ಶನ್ ಬಂಧನ: [692, 1663, 853, 1690]
- minister-visit-col1: ಹಿಂದುಳಿದ ವರ್ಗಗಳ ಕಲ್ಯಾಣ, ಕನ್ನಡ ಮತ್ತು ಸಂಸ್ಕೃತಿ ಇಲಾಖೆ ಸಚಿವರು ಹಾಗೂ ಕೊಪ್ಪಳ ಜಿಲ್ಲಾ ಉಸ್ತುವಾರಿ ಸಚಿವರಾದ ಶಿವರಾಜ ಎಸ್. ತಂಗಡಗಿ ಅವರು ಆಗಸ್ಟ್ 15 ರಂದು ಕೊಪ್ಪಳ ಜಿಲ್ಲೆಯಲ್ಲಿ ಪ್ರವಾಸ ಕಾರ್ಯಕ್ರಮವನ್ನು ಹಮ್ಮಿಕೊಂಡಿದ್ದಾರೆ. ಸಚಿವರು ಆ.14 ರಂದು ಬೆಂಗಳೂರಿನಿಂದ ರಸ್ತೆಯ ಮೂಲಕ ನಿರ್ಗಮಿಸಿ, ರಾತ್ರಿ 9.30ಕ್ಕೆ ಕೊಪ್ಪಳ: [54, 841, 241, 1012]
- lead-subhead-bar: [38, 212, 1159, 266]
- byline-square-icon: [40, 1958, 50, 1968]
- footer-dot: [1440, 2436, 1452, 2447]
- masthead-top-rule: [32, 32, 1480, 36]
- footer-dot: [1423, 2436, 1434, 2447]
- divider: [38, 1945, 1159, 1946]
- study-abroad-col3: ಉಕ್ಕುಂದ್, ಅಲ್ಪಸಂಖ್ಯಾತರ ಕಲ್ಯಾಣ ಇಲಾಖೆಯ ಜಿಲ್ಲಾ ಅಧಿಕಾರಿ ಅಜ್ಜರ್ ಅಲಿ, ಮಹಾನಗರ ನಗರಸಭೆ ಪೌರಾಯುಕ್ತರು ಸೇರಿದಂತೆ ವಿವಿಧ ಇಲಾಖೆಗಳ ಜಿಲ್ಲಾ ಮಟ್ಟದ ಅಧಿಕಾರಿಗಳು ಹಾಗೂ ಕೌಶಲ್ಯಾಭಿವೃದ್ಧಿ ಇಲಾಖೆಯ ಇತರೆ ಅಧಿಕಾರಿಗಳು ಮತ್ತು ಸಿಬ್ಬಂದಿ ಉಪಸ್ಥಿತರಿದ್ದರು.: [456, 1708, 660, 1840]
